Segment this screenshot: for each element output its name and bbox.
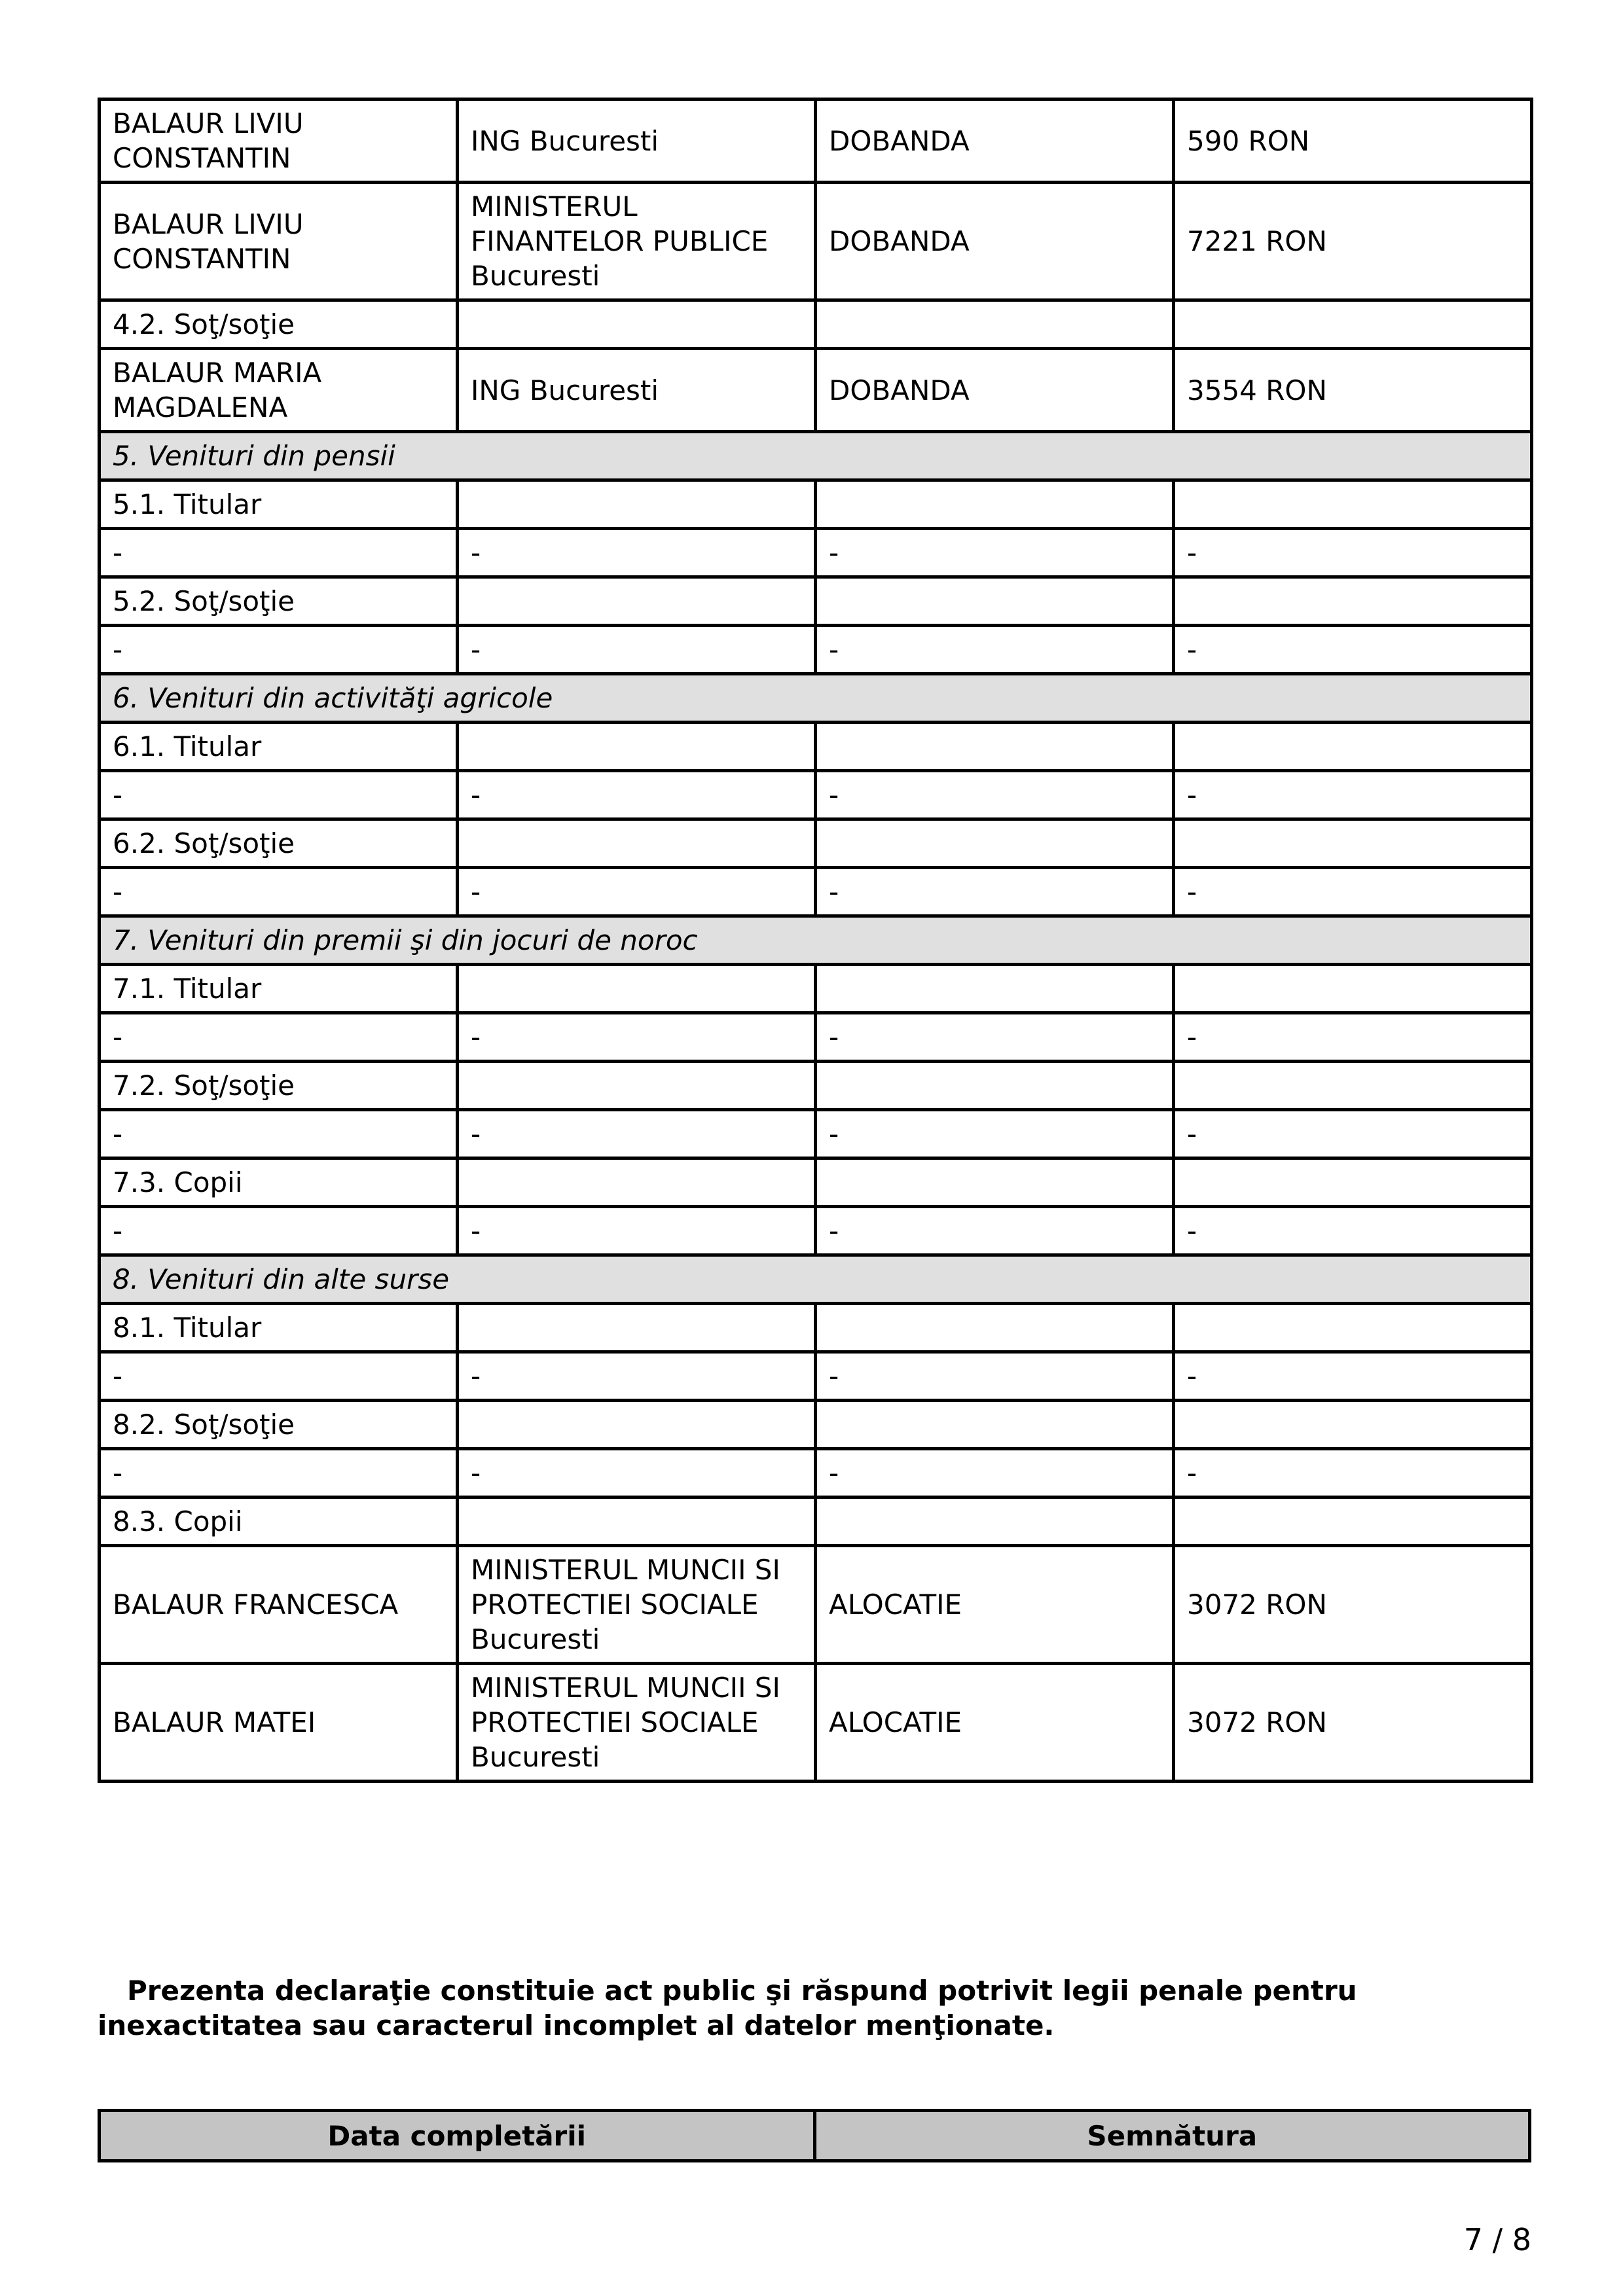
table-cell [458,1062,816,1110]
table-cell: - [458,529,816,577]
table-cell [816,1062,1174,1110]
table-cell: - [458,1207,816,1255]
declaration-statement: Prezenta declaraţie constituie act public şi răspund potrivit legii penale pentru inexactitatea sau caracterul incomplet al datelor menţionate. [98,1975,1357,2041]
table-row [100,1158,1532,1207]
table-row [100,529,1532,577]
table-cell: 8.3. Copii [100,1498,458,1546]
table-cell: - [100,529,458,577]
table-cell: ING Bucuresti [458,349,816,432]
table-cell: 6.1. Titular [100,723,458,771]
page-number: 7 / 8 [1463,2222,1531,2257]
signature-header-row [100,2111,1530,2161]
table-row [100,349,1532,432]
table-cell [458,965,816,1013]
table-row [100,723,1532,771]
table-cell [458,1304,816,1352]
table-row [100,1498,1532,1546]
table-cell: - [816,868,1174,916]
table-cell: - [1174,1013,1532,1062]
table-cell: DOBANDA [816,99,1174,183]
table-cell: DOBANDA [816,349,1174,432]
table-cell: - [100,1013,458,1062]
table-cell: 3072 RON [1174,1664,1532,1782]
table-cell: DOBANDA [816,183,1174,300]
table-row [100,99,1532,183]
table-cell: - [1174,626,1532,674]
table-cell: - [100,1352,458,1401]
table-cell: - [1174,868,1532,916]
table-cell: 3072 RON [1174,1546,1532,1664]
table-cell [1174,480,1532,529]
table-cell: 5.2. Soţ/soţie [100,577,458,626]
table-cell: - [1174,771,1532,819]
table-cell: - [816,1207,1174,1255]
table-cell: MINISTERUL MUNCII SI PROTECTIEI SOCIALE Bucuresti [458,1664,816,1782]
table-cell [816,300,1174,349]
table-cell: - [816,1013,1174,1062]
table-cell [458,577,816,626]
table-row [100,577,1532,626]
table-row [100,771,1532,819]
table-cell [816,577,1174,626]
section-header-row [100,1255,1532,1304]
table-cell: 4.2. Soţ/soţie [100,300,458,349]
table-cell: BALAUR MATEI [100,1664,458,1782]
table-cell: - [1174,529,1532,577]
table-row [100,1401,1532,1449]
table-row [100,183,1532,300]
table-cell: - [1174,1352,1532,1401]
table-cell: ALOCATIE [816,1664,1174,1782]
table-cell: 6.2. Soţ/soţie [100,819,458,868]
table-cell [1174,1304,1532,1352]
table-cell: 7.1. Titular [100,965,458,1013]
table-cell: - [458,771,816,819]
table-row [100,300,1532,349]
income-table [98,98,1533,1783]
table-row [100,626,1532,674]
table-cell [1174,723,1532,771]
signature-table [98,2109,1531,2162]
table-cell [1174,1498,1532,1546]
section-title: 8. Venituri din alte surse [100,1255,1532,1304]
table-cell: - [100,1110,458,1158]
table-row [100,819,1532,868]
date-completed-header: Data completării [100,2111,815,2161]
table-row [100,1449,1532,1498]
table-cell [1174,965,1532,1013]
table-cell [1174,300,1532,349]
table-row [100,1664,1532,1782]
table-cell: - [816,1352,1174,1401]
table-cell [1174,1158,1532,1207]
table-row [100,1207,1532,1255]
table-cell: - [816,626,1174,674]
table-cell [458,300,816,349]
table-cell [816,965,1174,1013]
table-row [100,965,1532,1013]
table-cell: - [1174,1110,1532,1158]
table-cell: - [458,1110,816,1158]
table-row [100,1013,1532,1062]
table-cell: BALAUR LIVIU CONSTANTIN [100,99,458,183]
table-cell: - [1174,1207,1532,1255]
table-cell: - [458,1352,816,1401]
income-table-container [98,98,1531,1783]
section-title: 7. Venituri din premii şi din jocuri de noroc [100,916,1532,965]
table-cell: 7221 RON [1174,183,1532,300]
table-cell: 590 RON [1174,99,1532,183]
table-cell: MINISTERUL FINANTELOR PUBLICE Bucuresti [458,183,816,300]
table-row [100,1062,1532,1110]
table-cell: MINISTERUL MUNCII SI PROTECTIEI SOCIALE Bucuresti [458,1546,816,1664]
section-title: 6. Venituri din activităţi agricole [100,674,1532,723]
table-cell: - [100,771,458,819]
table-cell: - [458,868,816,916]
income-table-body [100,99,1532,1782]
table-cell: - [816,529,1174,577]
table-row [100,480,1532,529]
table-cell: - [458,626,816,674]
table-cell: ING Bucuresti [458,99,816,183]
table-cell: - [100,626,458,674]
table-cell [458,1401,816,1449]
table-cell: - [816,1110,1174,1158]
table-cell [458,723,816,771]
section-header-row [100,916,1532,965]
table-cell: - [816,771,1174,819]
table-cell [816,819,1174,868]
table-row [100,868,1532,916]
table-row [100,1546,1532,1664]
table-row [100,1110,1532,1158]
table-cell: - [100,868,458,916]
table-cell: - [458,1013,816,1062]
table-row [100,1304,1532,1352]
table-cell [816,480,1174,529]
table-cell: 5.1. Titular [100,480,458,529]
table-cell [1174,577,1532,626]
table-cell: BALAUR MARIA MAGDALENA [100,349,458,432]
signature-header: Semnătura [814,2111,1530,2161]
table-cell [816,1304,1174,1352]
table-cell: 3554 RON [1174,349,1532,432]
table-cell [458,1498,816,1546]
table-cell: - [100,1449,458,1498]
table-cell [458,819,816,868]
table-cell [816,1498,1174,1546]
table-cell: 8.2. Soţ/soţie [100,1401,458,1449]
table-cell: ALOCATIE [816,1546,1174,1664]
section-header-row [100,674,1532,723]
table-cell [1174,1062,1532,1110]
table-cell: 7.2. Soţ/soţie [100,1062,458,1110]
table-cell [816,723,1174,771]
table-cell [816,1158,1174,1207]
table-cell: 7.3. Copii [100,1158,458,1207]
table-cell: BALAUR LIVIU CONSTANTIN [100,183,458,300]
table-cell: BALAUR FRANCESCA [100,1546,458,1664]
table-cell: 8.1. Titular [100,1304,458,1352]
table-cell [1174,1401,1532,1449]
table-cell [458,480,816,529]
table-cell [458,1158,816,1207]
table-cell: - [1174,1449,1532,1498]
table-cell: - [816,1449,1174,1498]
table-cell: - [458,1449,816,1498]
section-title: 5. Venituri din pensii [100,432,1532,480]
table-cell: - [100,1207,458,1255]
table-cell [816,1401,1174,1449]
table-row [100,1352,1532,1401]
table-cell [1174,819,1532,868]
section-header-row [100,432,1532,480]
